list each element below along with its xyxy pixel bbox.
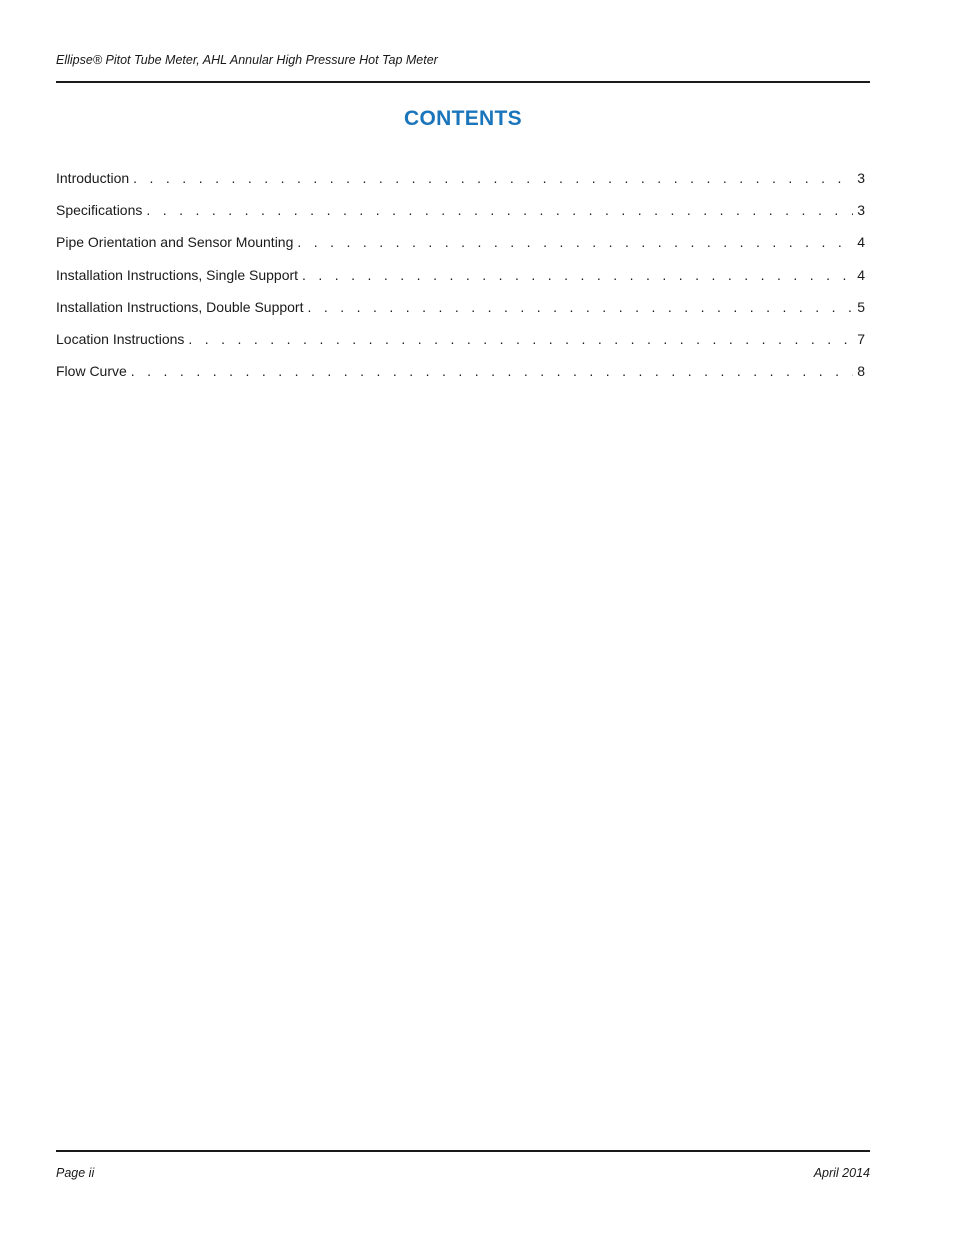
dot-leader bbox=[133, 170, 853, 186]
toc-entry-installation-single-support[interactable] bbox=[56, 267, 865, 299]
toc-entry-label: Specifications bbox=[56, 202, 143, 219]
footer-date: April 2014 bbox=[813, 1166, 870, 1180]
dot-leader bbox=[302, 267, 853, 283]
dot-leader bbox=[146, 202, 853, 218]
contents-heading: CONTENTS bbox=[404, 107, 522, 130]
toc-entry-label: Installation Instructions, Double Support bbox=[56, 298, 304, 315]
toc-entry-label: Flow Curve bbox=[56, 363, 127, 380]
dot-leader bbox=[131, 363, 853, 379]
toc-entry-introduction[interactable] bbox=[56, 170, 865, 202]
toc-entry-page: 4 bbox=[857, 234, 865, 251]
toc-entry-label: Pipe Orientation and Sensor Mounting bbox=[56, 234, 294, 251]
toc-entry-label: Introduction bbox=[56, 170, 130, 186]
document-header-title: Ellipse® Pitot Tube Meter, AHL Annular High Pressure Hot Tap Meter bbox=[56, 53, 438, 67]
footer-rule bbox=[56, 1150, 870, 1152]
toc-entry-label: Installation Instructions, Single Support bbox=[56, 266, 299, 283]
table-of-contents bbox=[56, 170, 865, 395]
toc-entry-page: 7 bbox=[857, 330, 865, 347]
dot-leader bbox=[297, 234, 853, 250]
dot-leader bbox=[307, 299, 853, 315]
toc-entry-page: 3 bbox=[857, 202, 865, 219]
toc-entry-page: 5 bbox=[857, 298, 865, 315]
dot-leader bbox=[188, 331, 853, 347]
toc-entry-page: 4 bbox=[857, 266, 865, 283]
toc-entry-page: 3 bbox=[857, 170, 865, 186]
toc-entry-pipe-orientation[interactable] bbox=[56, 234, 865, 266]
footer-page-number: Page ii bbox=[56, 1166, 95, 1180]
toc-entry-page: 8 bbox=[857, 363, 865, 380]
toc-entry-label: Location Instructions bbox=[56, 330, 185, 347]
header-rule bbox=[56, 81, 870, 83]
toc-entry-installation-double-support[interactable] bbox=[56, 299, 865, 331]
toc-entry-flow-curve[interactable] bbox=[56, 363, 865, 395]
toc-entry-specifications[interactable] bbox=[56, 202, 865, 234]
toc-entry-location-instructions[interactable] bbox=[56, 331, 865, 363]
